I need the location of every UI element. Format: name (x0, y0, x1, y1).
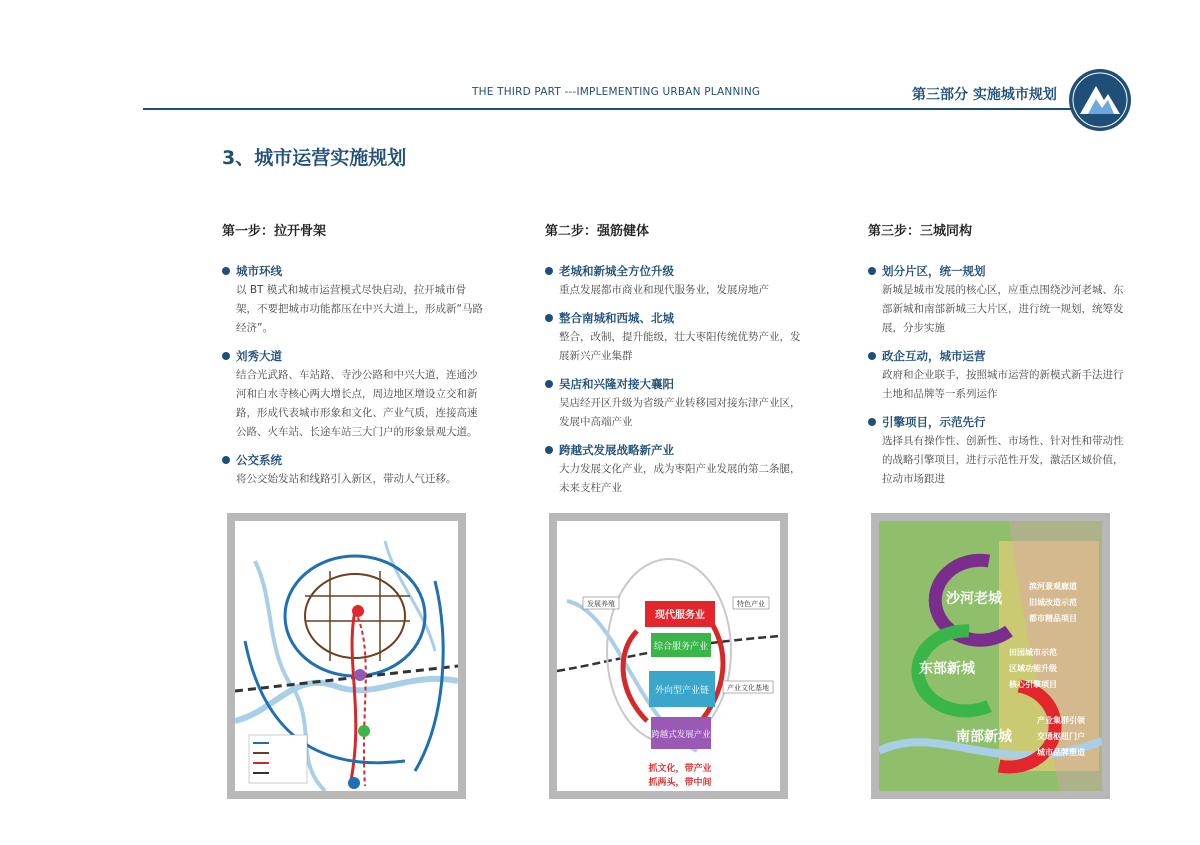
zone-feature-label: 城市品牌塑造 (1037, 748, 1085, 757)
item-title: 城市环线 (222, 263, 484, 279)
step-column-1 (222, 220, 484, 499)
item-title: 跨越式发展战略新产业 (545, 442, 807, 458)
item-text: 新城是城市发展的核心区，应重点围绕沙河老城、东部新城和南部新城三大片区，进行统一规划，统筹发展，分步实施 (882, 284, 1124, 334)
item-text: 政府和企业联手，按照城市运营的新模式新手法进行土地和品牌等一系列运作 (882, 369, 1124, 400)
item-text: 结合光武路、车站路、寺沙公路和中兴大道，连通沙河和白水寺核心两大增长点，周边地区增设立交和新路，形成代表城市形象和文化、产业气质，连接高速公路、火车站、长途车站三大门户的形象景观大道。 (236, 369, 478, 438)
item-text: 将公交始发站和线路引入新区，带动人气迁移。 (236, 473, 457, 485)
block-label: 综合服务产业 (653, 642, 709, 652)
step-column-3 (868, 220, 1130, 499)
three-city-map (871, 513, 1110, 799)
list-item (222, 348, 484, 442)
header-english-title: THE THIRD PART ---IMPLEMENTING URBAN PLANNING (472, 86, 761, 98)
item-title: 划分片区，统一规划 (868, 263, 1130, 279)
block-label: 现代服务业 (655, 610, 705, 621)
zone-label: 南部新城 (956, 729, 1012, 745)
item-text: 整合，改制，提升能级，壮大枣阳传统优势产业，发展新兴产业集群 (559, 331, 801, 362)
zone-feature-label: 产业集群引领 (1037, 716, 1085, 725)
mountain-logo-icon (1068, 68, 1132, 132)
zone-feature-label: 旧城改造示范 (1029, 598, 1077, 607)
slogan-line-2: 抓两头，带中间 (648, 778, 712, 788)
item-text: 大力发展文化产业，成为枣阳产业发展的第二条腿，未来支柱产业 (559, 463, 801, 494)
industry-map (549, 513, 788, 799)
map-tag: 产业文化基地 (727, 684, 769, 692)
zone-feature-label: 都市精品项目 (1029, 614, 1077, 623)
item-title: 公交系统 (222, 452, 484, 468)
item-title: 整合南城和西城、北城 (545, 310, 807, 326)
zone-feature-label: 滨河景观廊道 (1029, 582, 1077, 591)
map-tag: 特色产业 (737, 600, 765, 608)
item-title: 刘秀大道 (222, 348, 484, 364)
list-item (868, 263, 1130, 338)
zone-feature-label: 区域功能升级 (1009, 664, 1057, 673)
block-label: 跨越式发展产业 (651, 730, 711, 740)
header-rule (143, 108, 1078, 110)
header-chinese-title: 第三部分 实施城市规划 (912, 87, 1057, 103)
slogan-line-1: 抓文化，带产业 (648, 764, 712, 774)
item-title: 老城和新城全方位升级 (545, 263, 807, 279)
list-item (868, 348, 1130, 404)
item-text: 重点发展都市商业和现代服务业，发展房地产 (559, 284, 769, 296)
road-network-map (227, 513, 466, 799)
step-column-2 (545, 220, 807, 508)
item-title: 引擎项目，示范先行 (868, 414, 1130, 430)
section-title: 3、城市运营实施规划 (222, 147, 407, 169)
industry-map-graphic (557, 521, 780, 791)
list-item (545, 442, 807, 498)
list-item (545, 310, 807, 366)
list-item (545, 376, 807, 432)
zone-label: 东部新城 (919, 661, 975, 677)
zone-feature-label: 交通枢纽门户 (1037, 732, 1085, 741)
list-item (222, 263, 484, 338)
block-label: 外向型产业链 (654, 686, 710, 696)
item-title: 吴店和兴隆对接大襄阳 (545, 376, 807, 392)
zone-label: 沙河老城 (946, 591, 1002, 607)
item-title: 政企互动，城市运营 (868, 348, 1130, 364)
step-title: 第二步：强筋健体 (545, 224, 650, 239)
item-text: 吴店经开区升级为省级产业转移园对接东津产业区，发展中高端产业 (559, 397, 801, 428)
item-text: 以 BT 模式和城市运营模式尽快启动，拉开城市骨架，不要把城市功能都压在中兴大道上，形成新“马路经济”。 (236, 284, 483, 334)
three-city-map-graphic (879, 521, 1102, 791)
step-title: 第三步：三城同构 (868, 224, 973, 239)
step-title: 第一步：拉开骨架 (222, 224, 327, 239)
road-network-map-graphic (235, 521, 458, 791)
zone-feature-label: 核心引擎项目 (1009, 680, 1057, 689)
list-item (545, 263, 807, 300)
list-item (868, 414, 1130, 489)
map-tag: 发展养殖 (587, 600, 615, 608)
list-item (222, 452, 484, 489)
zone-feature-label: 田园城市示范 (1009, 648, 1057, 657)
item-text: 选择具有操作性、创新性、市场性、针对性和带动性的战略引擎项目，进行示范性开发，激活区域价值，拉动市场跟进 (882, 435, 1124, 485)
